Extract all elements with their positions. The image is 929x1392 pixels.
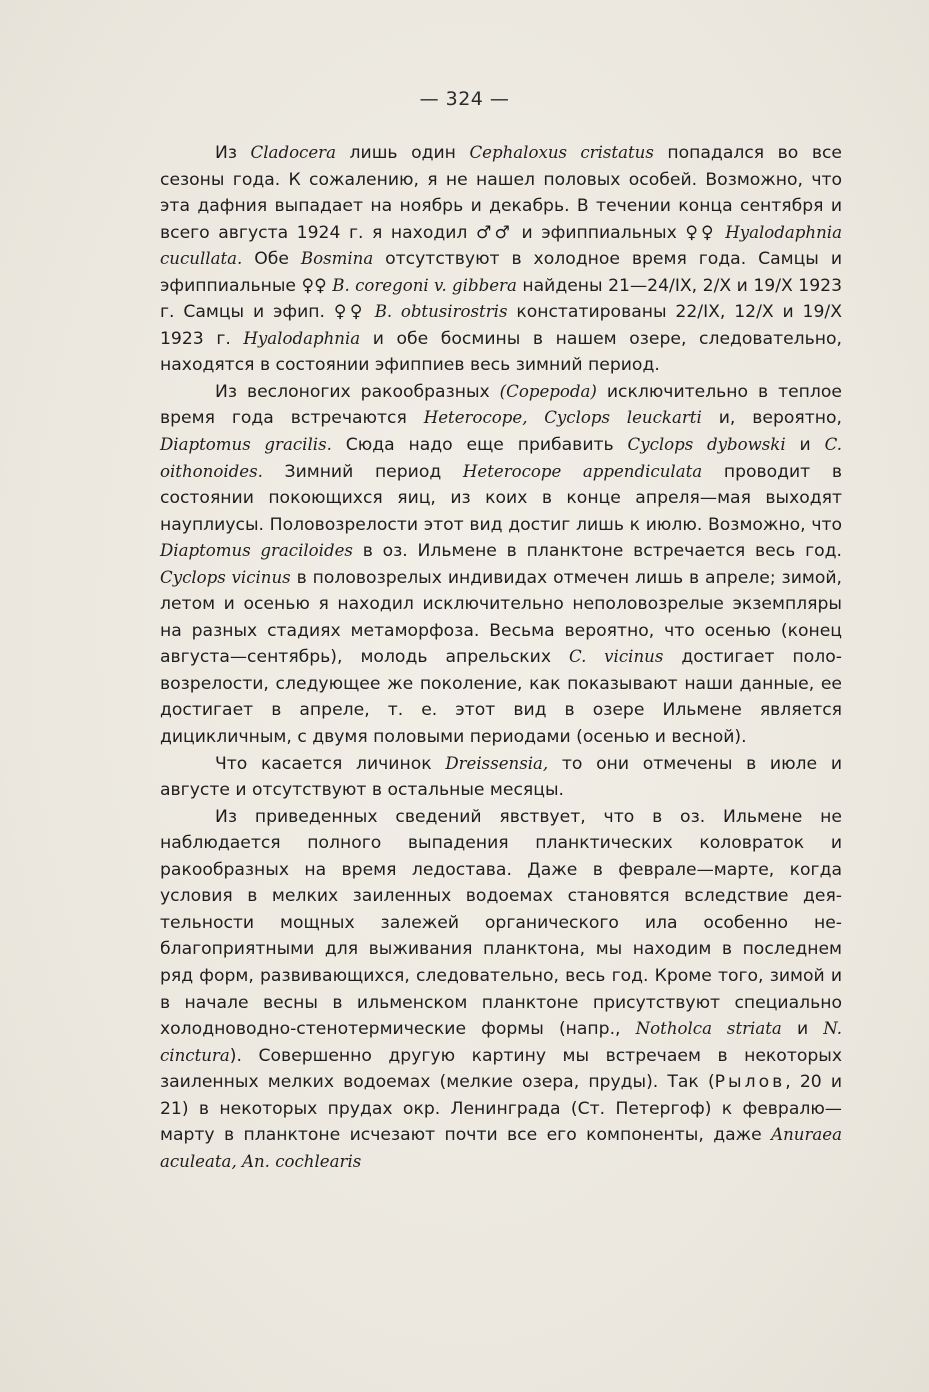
italic-term: Notholca striata xyxy=(635,1019,782,1039)
italic-term: Diaptomus gracilis. xyxy=(160,435,332,455)
paragraph xyxy=(160,379,842,751)
text-run: и, вероятно, xyxy=(701,408,842,429)
text-run: Из xyxy=(215,143,251,163)
text-run: ). Совершенно другую картину мы встречаем в некоторых заиленных мелких водоемах (мелкие озера, пруды). Так ( xyxy=(160,1045,842,1093)
text-run: проводит в состоянии покоющихся яиц, из коих в конце апреля—мая выходят науплиусы. Половозрелости этот вид достиг лишь к июлю. Возможно, что xyxy=(160,461,842,535)
italic-term: Heterocope, Cyclops leuckarti xyxy=(423,408,702,428)
text-run: отсутствуют в холодное время года. Самцы и эфиппиальные ♀♀ xyxy=(160,249,842,296)
italic-term: Dreissensia, xyxy=(445,753,549,773)
text-run: и xyxy=(785,435,825,456)
author-name: Рылов xyxy=(714,1072,786,1093)
italic-term: Heterocope appendiculata xyxy=(462,461,703,481)
paragraph xyxy=(160,751,842,804)
text-run: констатированы 22/IX, 12/X и 19/X 1923 г. xyxy=(160,302,842,349)
text-run: Обе xyxy=(242,249,301,270)
text-run: исключительно в теплое время года встречаются xyxy=(160,381,842,429)
text-run: лишь один xyxy=(336,143,470,163)
text-run: , 20 и 21) в некоторых прудах окр. Ленинграда (Ст. Петергоф) к февралю—марту в планктоне исчезают почти все его компоненты, даже xyxy=(160,1072,843,1146)
text-run: Из веслоногих ракообразных xyxy=(215,381,500,402)
italic-term: Cephaloxus cristatus xyxy=(469,143,654,162)
italic-term: C. vicinus xyxy=(569,647,664,667)
text-run: Из приведенных сведений явствует, что в оз. Ильмене не наблюдается полного выпадения планктических коловраток и ракообразных на время ледостава. Даже в феврале—марте, когда условия в мелких заиленных водоемах становятся вследствие деятельности мощных залежей органического ила особенно неблагоприятными для выживания планктона, мы находим в последнем ряд форм, развивающихся, следовательно, весь год. Кроме того, зимой и в начале весны в ильменском планктоне присутствуют специально холодноводно-стенотермические формы (напр., xyxy=(160,806,842,1040)
italic-term: Cladocera xyxy=(250,143,336,162)
paragraph xyxy=(160,804,842,1176)
text-run: найдены 21—24/IX, 2/X и 19/X 1923 г. Самцы и эфип. ♀♀ xyxy=(160,275,843,323)
italic-term: Cyclops dybowski xyxy=(627,435,786,455)
text-run: и xyxy=(781,1019,824,1040)
text-run: в половозрелых индивидах отмечен лишь в апреле; зимой, летом и осенью я находил исключительно неполовозрелые экземпляры на разных стадиях метаморфоза. Весьма вероятно, что осенью (конец августа—сентябрь), молодь апрельских xyxy=(160,567,842,668)
italic-term: B. obtusirostris xyxy=(374,302,508,322)
italic-term: Hyalodaphnia xyxy=(243,328,361,348)
italic-term: Anuraea aculeata, An. cochlearis xyxy=(160,1125,842,1171)
italic-term: Diaptomus graciloides xyxy=(160,541,353,561)
italic-term: B. coregoni v. gibbera xyxy=(332,275,517,295)
italic-term: Bosmina xyxy=(300,249,374,269)
italic-term: Hyalodaphnia cucullata. xyxy=(160,222,842,269)
body-text xyxy=(160,140,842,1175)
text-run: достигает половозрелости, следующее же поколение, как показывают наши данные, ее достигает в апреле, т. е. этот вид в озере Ильмене является дицикличным, с двумя половыми периодами (осенью и весной). xyxy=(160,647,842,748)
italic-term: C. oithonoides. xyxy=(160,435,842,481)
italic-term: N. cinctura xyxy=(160,1019,842,1065)
text-run: в оз. Ильмене в планктоне встречается весь год. xyxy=(352,541,842,562)
text-run: и обе босмины в нашем озере, следовательно, находятся в состоянии эфиппиев весь зимний период. xyxy=(160,328,842,376)
text-run: Сюда надо еще прибавить xyxy=(331,435,628,456)
text-run: попадался во все сезоны года. К сожалению, я не нашел половых особей. Возможно, что эта дафния выпадает на ноябрь и декабрь. В течении конца сентября и всего августа 1924 г. я находил ♂♂ и эфиппиальных ♀♀ xyxy=(160,143,843,243)
italic-term: (Copepoda) xyxy=(499,381,597,401)
text-run: Что касается личинок xyxy=(215,753,446,774)
text-run: то они отмечены в июле и августе и отсутствуют в остальные месяцы. xyxy=(160,753,842,801)
page-number: — 324 — xyxy=(419,88,510,110)
paragraph xyxy=(160,140,842,379)
text-run: Зимний период xyxy=(262,461,463,482)
italic-term: Cyclops vicinus xyxy=(160,567,291,587)
